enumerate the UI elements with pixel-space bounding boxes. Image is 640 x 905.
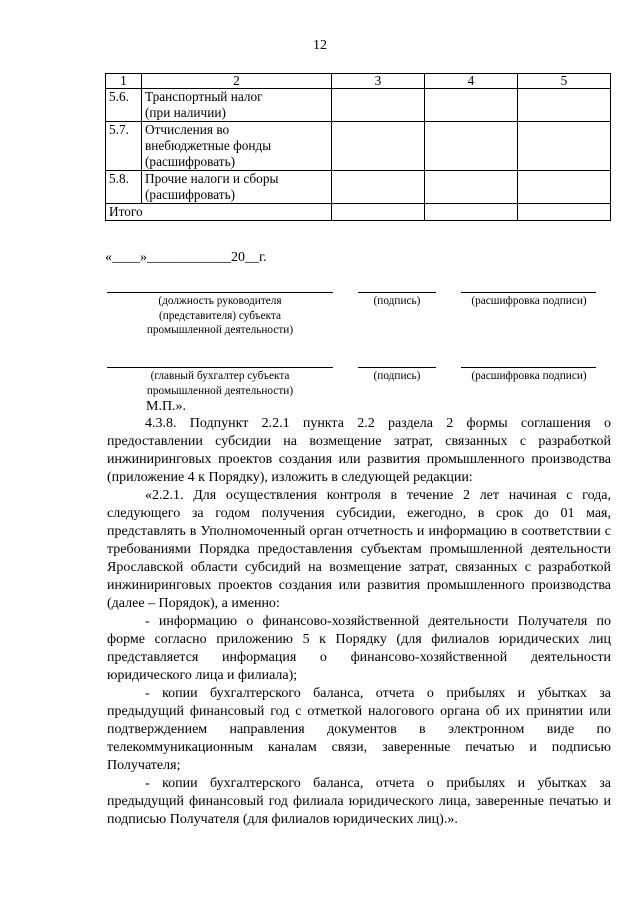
row-number: 5.6. — [106, 89, 142, 122]
report-table — [105, 73, 611, 221]
accountant-position-caption: (главный бухгалтер субъекта промышленной деятельности) — [146, 370, 294, 397]
empty-cell — [518, 89, 611, 122]
signature-line — [107, 292, 333, 293]
list-item: - копии бухгалтерского баланса, отчета о прибылях и убытках за предыдущий финансовый год филиала юридического лица, заверенные печатью и подписью Получателя (для филиалов юридических лиц).». — [107, 776, 611, 827]
empty-cell — [425, 204, 518, 221]
date-line: «____»____________20__г. — [105, 250, 267, 265]
row-name: Прочие налоги и сборы (расшифровать) — [142, 171, 332, 204]
empty-cell — [332, 89, 425, 122]
signature-caption: (подпись) — [373, 295, 421, 307]
stamp-label: М.П.». — [146, 399, 187, 414]
table-header-cell: 3 — [332, 74, 425, 89]
row-name: Отчисления во внебюджетные фонды (расшифровать) — [142, 122, 332, 171]
decoding-caption: (расшифровка подписи) — [471, 370, 587, 382]
total-label: Итого — [106, 204, 332, 221]
empty-cell — [425, 122, 518, 171]
paragraph: 4.3.8. Подпункт 2.2.1 пункта 2.2 раздела 2 формы соглашения о предоставлении субсидии на возмещение затрат, связанных с разработкой инжиниринговых проектов создания или развития промышленного производства (приложение 4 к Порядку), изложить в следующей редакции: — [107, 416, 611, 485]
empty-cell — [425, 171, 518, 204]
list-item: - информацию о финансово-хозяйственной деятельности Получателя по форме согласно приложению 5 к Порядку (для филиалов юридических лиц представляется информация о финансово-хозяйственной деятельности юридического лица и филиала); — [107, 614, 611, 683]
table-header-row — [106, 74, 611, 89]
signature-line — [461, 292, 596, 293]
signature-line — [107, 367, 333, 368]
empty-cell — [518, 204, 611, 221]
table-header-cell: 2 — [142, 74, 332, 89]
empty-cell — [332, 122, 425, 171]
table-row — [106, 89, 611, 122]
empty-cell — [332, 204, 425, 221]
empty-cell — [332, 171, 425, 204]
empty-cell — [425, 89, 518, 122]
table-total-row — [106, 204, 611, 221]
paragraph: «2.2.1. Для осуществления контроля в течение 2 лет начиная с года, следующего за годом получения субсидии, ежегодно, в срок до 01 мая, представлять в Уполномоченный орган отчетность и информацию в соответствии с требованиями Порядка предоставления субъектам промышленной деятельности Ярославской области субсидий на возмещение затрат, связанных с разработкой инжиниринговых проектов создания или развития промышленного производства (далее – Порядок), а именно: — [107, 488, 611, 611]
list-item: - копии бухгалтерского баланса, отчета о прибылях и убытках за предыдущий финансовый год с отметкой налогового органа об их принятии или подтверждением направления документов в электронном виде по телекоммуникационным каналам связи, заверенные печатью и подписью Получателя; — [107, 686, 611, 773]
table-header-cell: 4 — [425, 74, 518, 89]
signature-caption: (подпись) — [373, 370, 421, 382]
empty-cell — [518, 122, 611, 171]
table-row — [106, 122, 611, 171]
signature-line — [358, 367, 436, 368]
head-position-caption: (должность руководителя (представителя) субъекта промышленной деятельности) — [146, 295, 294, 336]
page-number: 12 — [313, 38, 327, 53]
row-number: 5.7. — [106, 122, 142, 171]
document-body — [107, 415, 611, 829]
signature-line — [461, 367, 596, 368]
row-name: Транспортный налог (при наличии) — [142, 89, 332, 122]
empty-cell — [518, 171, 611, 204]
decoding-caption: (расшифровка подписи) — [471, 295, 587, 307]
table-header-cell: 1 — [106, 74, 142, 89]
table-header-cell: 5 — [518, 74, 611, 89]
row-number: 5.8. — [106, 171, 142, 204]
table-row — [106, 171, 611, 204]
signature-line — [358, 292, 436, 293]
